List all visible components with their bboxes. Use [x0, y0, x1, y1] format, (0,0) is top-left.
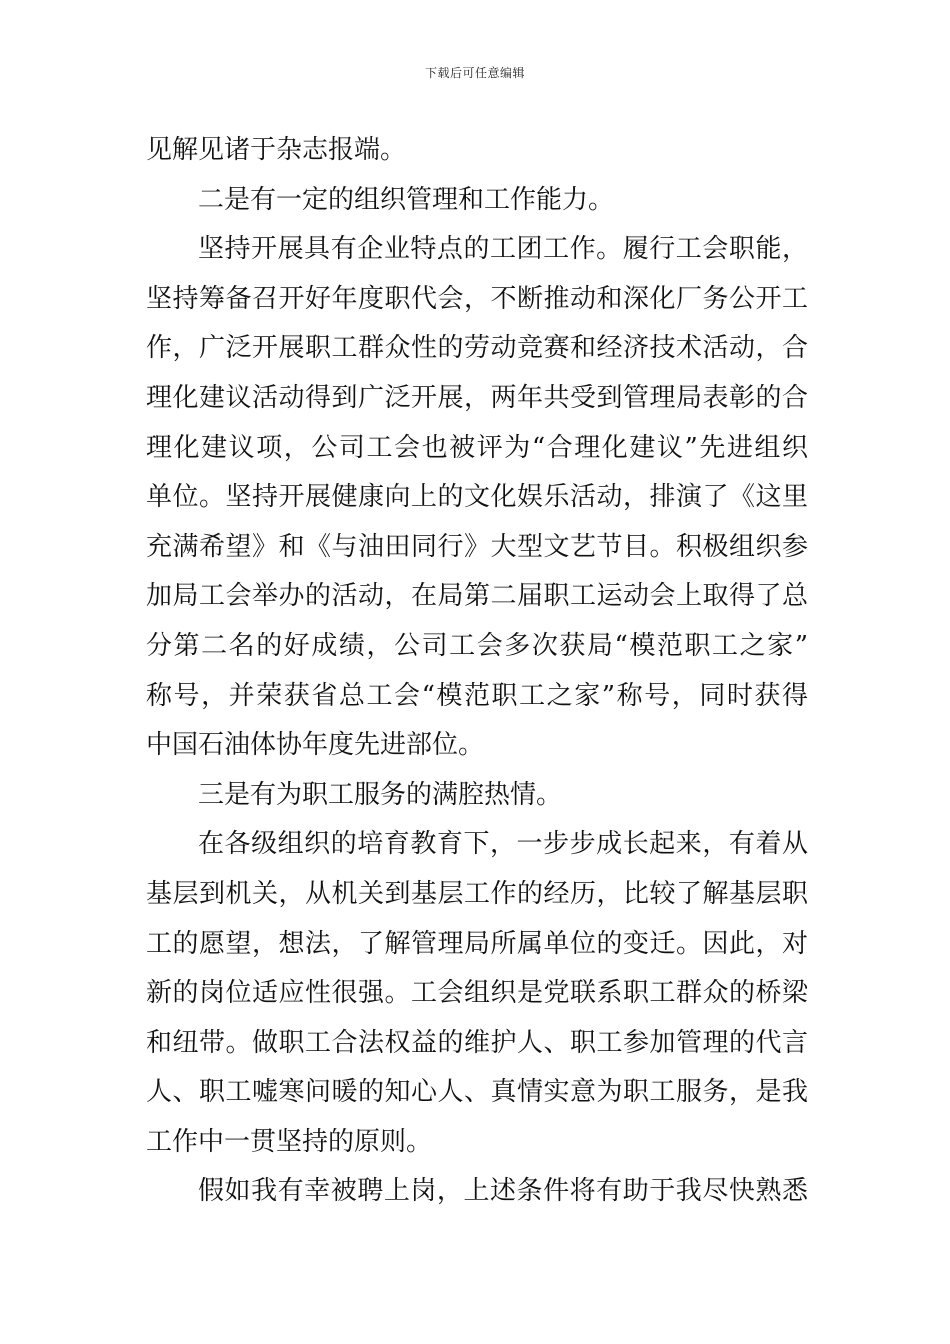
page-header: 下载后可任意编辑: [424, 66, 525, 80]
text-line: 加局工会举办的活动，在局第二届职工运动会上取得了总: [146, 581, 808, 612]
text-line: 坚持筹备召开好年度职代会，不断推动和深化厂务公开工: [146, 283, 808, 314]
text-line: 理化建议项，公司工会也被评为“合理化建议”先进组织: [146, 432, 808, 463]
text-line: 工的愿望，想法，了解管理局所属单位的变迁。因此，对: [146, 928, 808, 959]
text-line: 工作中一贯坚持的原则。: [146, 1126, 433, 1157]
text-line: 中国石油体协年度先进部位。: [146, 730, 485, 761]
text-line: 和纽带。做职工合法权益的维护人、职工参加管理的代言: [146, 1027, 808, 1058]
text-line: 分第二名的好成绩，公司工会多次获局“模范职工之家”: [146, 630, 808, 661]
document-body: [146, 126, 808, 1217]
text-line: 假如我有幸被聘上岗，上述条件将有助于我尽快熟悉: [198, 1176, 808, 1207]
text-line: 充满希望》和《与油田同行》大型文艺节目。积极组织参: [146, 531, 808, 562]
text-line: 在各级组织的培育教育下，一步步成长起来，有着从: [198, 829, 808, 860]
text-line: 人、职工嘘寒问暖的知心人、真情实意为职工服务，是我: [146, 1077, 808, 1108]
text-line: 三是有为职工服务的满腔热情。: [198, 779, 563, 810]
text-line: 二是有一定的组织管理和工作能力。: [198, 184, 615, 215]
text-line: 基层到机关，从机关到基层工作的经历，比较了解基层职: [146, 878, 808, 909]
text-line: 作，广泛开展职工群众性的劳动竞赛和经济技术活动，合: [146, 333, 808, 364]
text-line: 称号，并荣获省总工会“模范职工之家”称号，同时获得: [146, 680, 808, 711]
text-line: 单位。坚持开展健康向上的文化娱乐活动，排演了《这里: [146, 482, 808, 513]
text-line: 理化建议活动得到广泛开展，两年共受到管理局表彰的合: [146, 382, 808, 413]
text-line: 坚持开展具有企业特点的工团工作。履行工会职能，: [198, 234, 808, 265]
text-line: 新的岗位适应性很强。工会组织是党联系职工群众的桥梁: [146, 978, 808, 1009]
text-line: 见解见诸于杂志报端。: [146, 135, 407, 165]
